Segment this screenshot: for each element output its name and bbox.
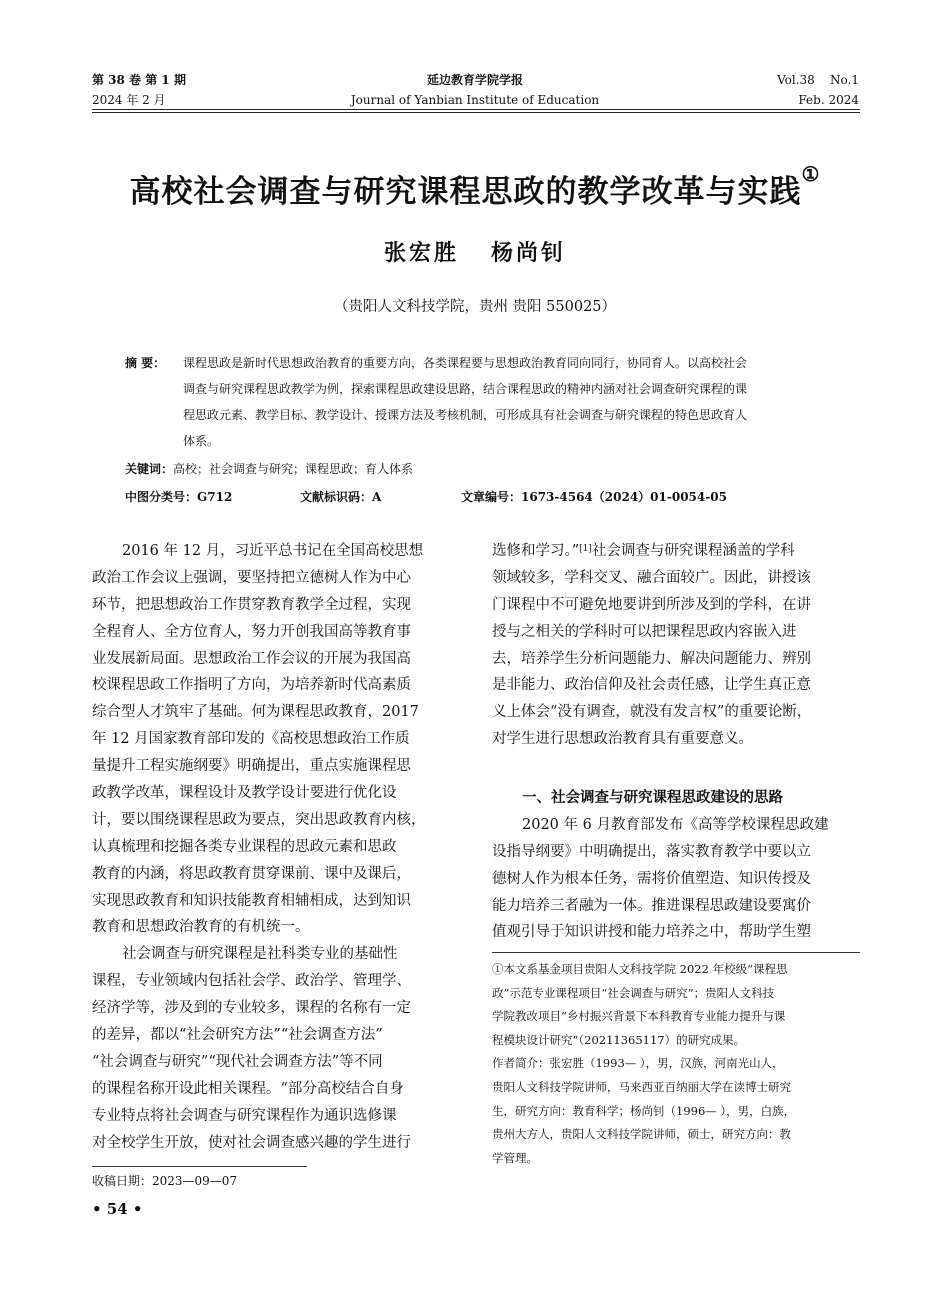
header-volume-cn: 第 38 卷 第 1 期: [92, 73, 186, 87]
body-line: 的差异，都以“社会研究方法”“社会调查方法”: [92, 1027, 383, 1044]
body-line: 业发展新局面。思想政治工作会议的开展为我国高: [92, 650, 411, 667]
header-journal-cn: 延边教育学院学报: [426, 73, 523, 87]
body-line: 专业特点将社会调查与研究课程作为通识选修课: [92, 1107, 397, 1124]
footnote-line: 生，研究方向：教育科学；杨尚钊（1996— ），男，白族，: [492, 1103, 796, 1118]
body-text: 社会调查与研究课程涵盖的学科: [591, 543, 795, 559]
body-line: 经济学等，涉及到的专业较多，课程的名称有一定: [92, 1000, 411, 1017]
body-line: 能力培养三者融为一体。推进课程思政建设要寓价: [492, 897, 811, 914]
header-rule-thin: [92, 112, 860, 113]
header-date-cn: 2024 年 2 月: [92, 93, 166, 107]
body-line: 实现思政教育和知识技能教育相辅相成，达到知识: [92, 892, 411, 909]
header-date-en: Feb. 2024: [798, 93, 859, 107]
body-line: 量提升工程实施纲要》明确提出，重点实施课程思: [92, 758, 411, 775]
body-line: 的课程名称开设此相关课程。“部分高校结合自身: [92, 1080, 404, 1097]
body-line: 德树人作为根本任务，需将价值塑造、知识传授及: [492, 870, 811, 887]
abstract-line: [125, 350, 863, 376]
body-line: 义上体会“没有调查，就没有发言权”的重要论断，: [492, 704, 812, 721]
title-text: 高校社会调查与研究课程思政的教学改革与实践: [129, 174, 802, 210]
body-line: 对全校学生开放，使对社会调查感兴趣的学生进行: [92, 1134, 411, 1151]
citation-marker: [1]: [579, 544, 592, 554]
keywords: [125, 460, 413, 477]
abstract-text: 体系。: [183, 434, 220, 448]
footnote-divider: [492, 952, 860, 953]
footnote-line: 作者简介：张宏胜（1993— ），男，汉族，河南光山人，: [492, 1056, 784, 1071]
body-line: 社会调查与研究课程是社科类专业的基础性: [122, 946, 398, 963]
footnote-line: 学院教改项目“乡村振兴背景下本科教育专业能力提升与课: [492, 1009, 786, 1024]
body-line: 授与之相关的学科时可以把课程思政内容嵌入进: [492, 623, 797, 640]
received-divider: [92, 1166, 307, 1167]
body-text: 选修和学习。”: [492, 543, 580, 559]
footnote-line: 政”示范专业课程项目“社会调查与研究”；贵阳人文科技: [492, 985, 775, 1000]
body-line: 对学生进行思想政治教育具有重要意义。: [492, 731, 753, 748]
section-one: [492, 785, 862, 946]
authors: 张宏胜 杨尚钊: [384, 240, 566, 266]
body-line: 校课程思政工作指明了方向，为培养新时代高素质: [92, 677, 411, 694]
paper-title: [0, 162, 950, 211]
abstract-text: 调查与研究课程思政教学为例，探索课程思政建设思路，结合课程思政的精神内涵对社会调查研究课程的课: [183, 382, 748, 396]
body-line: 去，培养学生分析问题能力、解决问题能力、辨别: [492, 650, 811, 667]
abstract-text: 程思政元素、教学目标、教学设计、授课方法及考核机制，可形成具有社会调查与研究课程的特色思政育人: [183, 408, 748, 422]
footnotes: [492, 958, 862, 1170]
footnote-line: 程模块设计研究”（20211365117）的研究成果。: [492, 1032, 746, 1047]
body-line: 环节，把思想政治工作贯穿教育教学全过程，实现: [92, 596, 411, 613]
body-line: 政教学改革，课程设计及教学设计要进行优化设: [92, 785, 397, 802]
body-line: 2020 年 6 月教育部发布《高等学校课程思政建: [522, 816, 829, 833]
page-number: • 54 •: [92, 1200, 143, 1218]
body-line: 年 12 月国家教育部印发的《高校思想政治工作质: [92, 731, 410, 748]
body-right-column: [492, 538, 862, 753]
received-date: 收稿日期：2023—09—07: [92, 1174, 238, 1188]
body-line: 领域较多，学科交叉、融合面较广。因此，讲授该: [492, 569, 811, 586]
section-heading: 一、社会调查与研究课程思政建设的思路: [522, 789, 783, 806]
abstract-text: 课程思政是新时代思想政治教育的重要方向，各类课程要与思想政治教育同向同行，协同育人。以高校社会: [183, 356, 748, 370]
body-line: 门课程中不可避免地要讲到所涉及到的学科，在讲: [492, 596, 811, 613]
affiliation: （贵阳人文科技学院，贵州 贵阳 550025）: [333, 299, 617, 315]
body-line: 教育和思想政治教育的有机统一。: [92, 919, 310, 936]
footnote-line: ①本文系基金项目贵阳人文科技学院 2022 年校级“课程思: [492, 962, 788, 976]
keywords-text: 高校；社会调查与研究；课程思政；育人体系: [173, 462, 414, 476]
clc-number: 中图分类号：G712: [125, 490, 233, 504]
body-line: 全程育人、全方位育人，努力开创我国高等教育事: [92, 623, 411, 640]
body-line: “社会调查与研究”“现代社会调查方法”等不同: [92, 1053, 383, 1070]
body-line: 设指导纲要》中明确提出，落实教育教学中要以立: [492, 843, 811, 860]
title-footnote-marker: ①: [801, 162, 821, 186]
footnote-line: 贵阳人文科技学院讲师，马来西亚百纳丽大学在读博士研究: [492, 1079, 791, 1094]
keywords-label: 关键词：: [125, 462, 174, 476]
body-line: 2016 年 12 月，习近平总书记在全国高校思想: [122, 543, 424, 559]
body-line: 值观引导于知识讲授和能力培养之中，帮助学生塑: [492, 924, 811, 941]
footnote-line: 贵州大方人，贵阳人文科技学院讲师，硕士，研究方向：教: [492, 1127, 791, 1142]
body-left-column: [92, 538, 462, 1156]
body-line: 课程，专业领域内包括社会学、政治学、管理学、: [92, 973, 411, 990]
article-number: 文章编号：1673-4564（2024）01-0054-05: [461, 490, 727, 504]
body-line: [492, 538, 862, 565]
header-journal-en: Journal of Yanbian Institute of Education: [350, 93, 600, 107]
abstract-label: 摘 要：: [125, 356, 166, 370]
body-line: 政治工作会议上强调，要坚持把立德树人作为中心: [92, 569, 411, 586]
header-rule: [92, 109, 860, 110]
body-line: 教育的内涵，将思政教育贯穿课前、课中及课后，: [92, 865, 411, 882]
document-code: 文献标识码：A: [300, 490, 382, 504]
abstract: [125, 350, 863, 454]
footnote-line: 学管理。: [492, 1150, 538, 1165]
header-volume-en: Vol.38 No.1: [777, 73, 859, 87]
body-line: 是非能力、政治信仰及社会责任感，让学生真正意: [492, 677, 811, 694]
body-line: 综合型人才筑牢了基础。何为课程思政教育，2017: [92, 704, 419, 721]
body-line: 认真梳理和挖掘各类专业课程的思政元素和思政: [92, 838, 397, 855]
body-line: 计，要以围绕课程思政为要点，突出思政教育内核，: [92, 811, 426, 828]
